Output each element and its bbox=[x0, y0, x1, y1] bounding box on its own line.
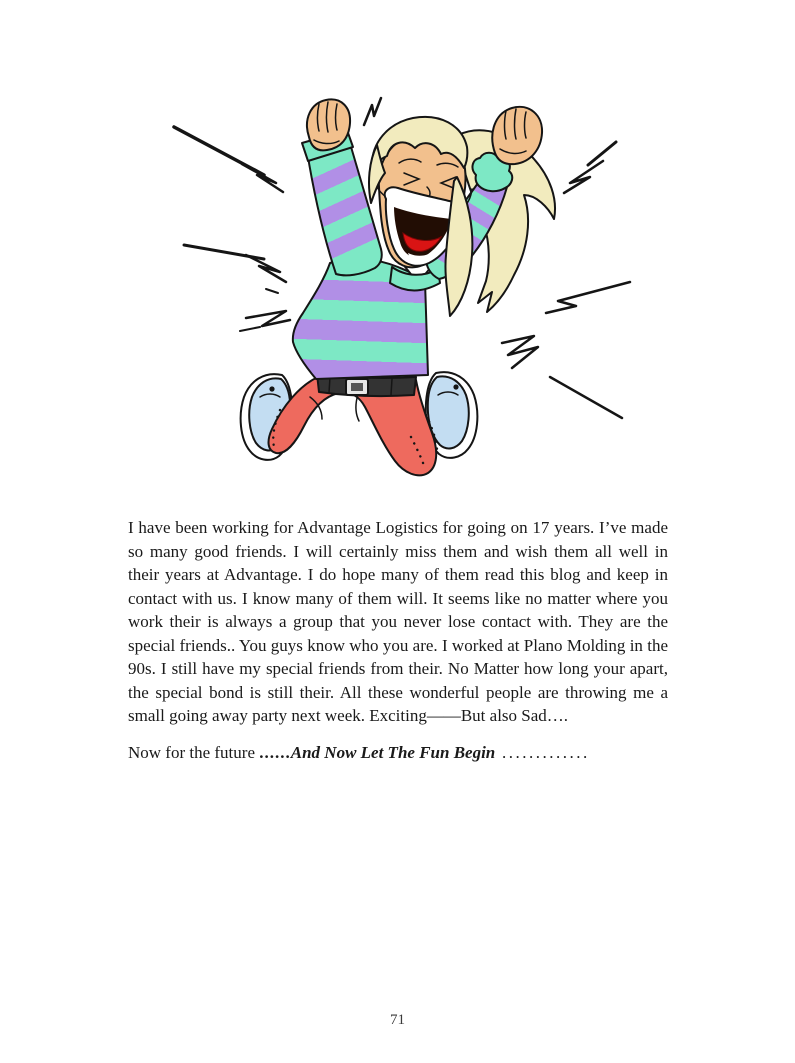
excited-girl-clipart bbox=[160, 85, 640, 515]
zigzag-bolt-left-low bbox=[246, 311, 290, 326]
closing-trailing-dots: ............. bbox=[495, 742, 590, 762]
zigzag-bolt-left-low-dash bbox=[240, 327, 260, 331]
zigzag-bolt-left-top-zig bbox=[242, 164, 283, 192]
zigzag-bolt-right-mid bbox=[546, 282, 630, 313]
zigzag-bolt-right-low bbox=[502, 336, 538, 368]
page-number: 71 bbox=[390, 1012, 405, 1028]
right-sneaker-eyelet bbox=[453, 384, 458, 389]
closing-prefix: Now for the future bbox=[128, 742, 260, 762]
article-body bbox=[128, 516, 668, 764]
pants-crotch-crease bbox=[356, 398, 359, 421]
closing-bold-dots: ...... bbox=[259, 742, 291, 762]
belt-buckle-inner bbox=[351, 383, 363, 391]
zigzag-bolt-top bbox=[364, 98, 381, 125]
left-sleeve bbox=[307, 140, 382, 276]
paragraph-future bbox=[128, 741, 668, 765]
zigzag-bolt-right-top-zig bbox=[564, 161, 603, 193]
paragraph-farewell: I have been working for Advantage Logistics for going on 17 years. I’ve made so many good friends. I will certainly miss them and wish them all well in their years at Advantage. I do hope many of them read this blog and keep in contact with us. I know many of them will. It seems like no matter where you work their is always a group that you never lose contact with. They are the special friends.. You guys know who you are. I worked at Plano Molding in the 90s. I still have my special friends from their. No Matter how long your apart, the special bond is still their. All these wonderful people are throwing me a small going away party next week. Exciting——But also Sad…. bbox=[128, 518, 668, 725]
zigzag-bolt-left-mid-zig bbox=[246, 255, 286, 282]
celebration-illustration bbox=[160, 85, 640, 515]
right-fist bbox=[492, 107, 542, 164]
zigzag-bolt-right-diagonal bbox=[550, 377, 622, 418]
zigzag-bolt-left-mid-dash bbox=[266, 289, 278, 293]
left-sneaker-eyelet bbox=[269, 386, 274, 391]
closing-emphasis: And Now Let The Fun Begin bbox=[290, 742, 496, 762]
